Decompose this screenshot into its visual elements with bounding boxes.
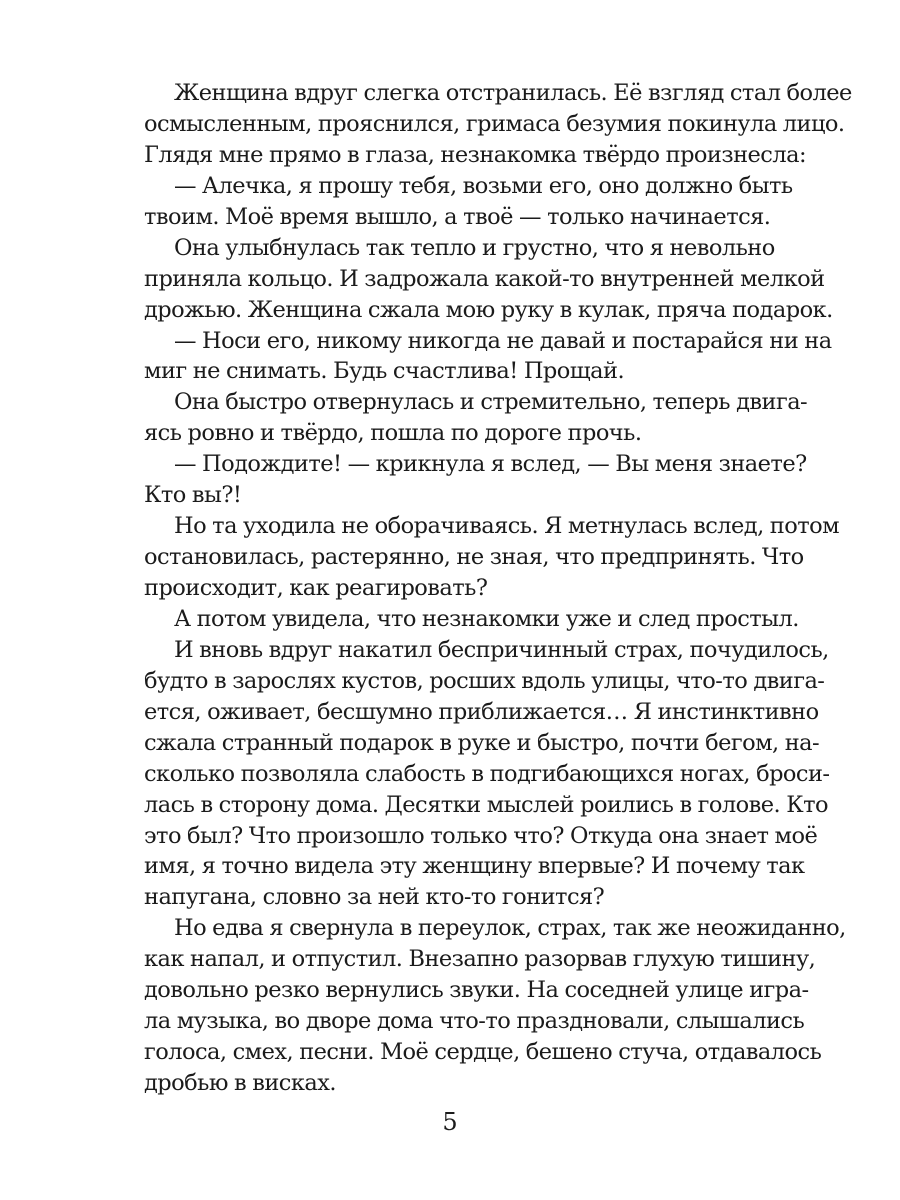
text-line: осмысленным, прояснился, гримаса безумия покинула лицо. <box>144 110 845 137</box>
text-line: имя, я точно видела эту женщину впервые? И почему так <box>144 853 805 880</box>
text-line: Кто вы?! <box>144 482 242 509</box>
text-line: дробью в висках. <box>144 1070 336 1096</box>
page-number: 5 <box>442 1108 458 1136</box>
text-line: — Подождите! — крикнула я вслед, — Вы меня знаете? <box>174 451 807 478</box>
text-line: Но едва я свернула в переулок, страх, так же неожиданно, <box>174 915 846 942</box>
text-line: сколько позволяла слабость в подгибающихся ногах, броси- <box>144 760 830 787</box>
text-line: Она улыбнулась так тепло и грустно, что я невольно <box>174 234 775 261</box>
text-line: голоса, смех, песни. Моё сердце, бешено стуча, отдавалось <box>144 1039 822 1066</box>
text-line: ла музыка, во дворе дома что-то праздновали, слышались <box>144 1008 805 1035</box>
text-line: лась в сторону дома. Десятки мыслей роились в голове. Кто <box>144 791 828 818</box>
text-line: довольно резко вернулись звуки. На соседней улице игра- <box>144 977 809 1004</box>
text-line: Она быстро отвернулась и стремительно, теперь двига- <box>174 389 808 416</box>
text-line: миг не снимать. Будь счастлива! Прощай. <box>144 358 625 385</box>
text-line: ясь ровно и твёрдо, пошла по дороге прочь. <box>144 420 642 447</box>
text-line: приняла кольцо. И задрожала какой-то внутренней мелкой <box>144 265 825 292</box>
text-line: Но та уходила не оборачиваясь. Я метнулась вслед, потом <box>174 513 840 540</box>
text-line: дрожью. Женщина сжала мою руку в кулак, пряча подарок. <box>144 296 833 323</box>
text-line: ется, оживает, бесшумно приближается… Я инстинктивно <box>144 698 819 725</box>
text-line: будто в зарослях кустов, росших вдоль улицы, что-то двига- <box>144 667 825 694</box>
text-line: это был? Что произошло только что? Откуда она знает моё <box>144 822 818 849</box>
text-line: напугана, словно за ней кто-то гонится? <box>144 884 605 911</box>
body-text <box>144 78 852 1099</box>
text-line: — Алечка, я прошу тебя, возьми его, оно должно быть <box>174 172 793 199</box>
text-line: — Носи его, никому никогда не давай и постарайся ни на <box>174 327 832 354</box>
text-line: твоим. Моё время вышло, а твоё — только начинается. <box>144 203 771 230</box>
text-line: как напал, и отпустил. Внезапно разорвав глухую тишину, <box>144 946 816 973</box>
text-line: происходит, как реагировать? <box>144 575 488 601</box>
text-line: Глядя мне прямо в глаза, незнакомка твёрдо произнесла: <box>144 141 806 168</box>
text-line: Женщина вдруг слегка отстранилась. Её взгляд стал более <box>174 80 852 106</box>
text-line: А потом увидела, что незнакомки уже и след простыл. <box>174 605 799 632</box>
text-line: И вновь вдруг накатил беспричинный страх, почудилось, <box>174 636 829 663</box>
text-line: сжала странный подарок в руке и быстро, почти бегом, на- <box>144 729 820 756</box>
text-line: остановилась, растерянно, не зная, что предпринять. Что <box>144 544 804 571</box>
